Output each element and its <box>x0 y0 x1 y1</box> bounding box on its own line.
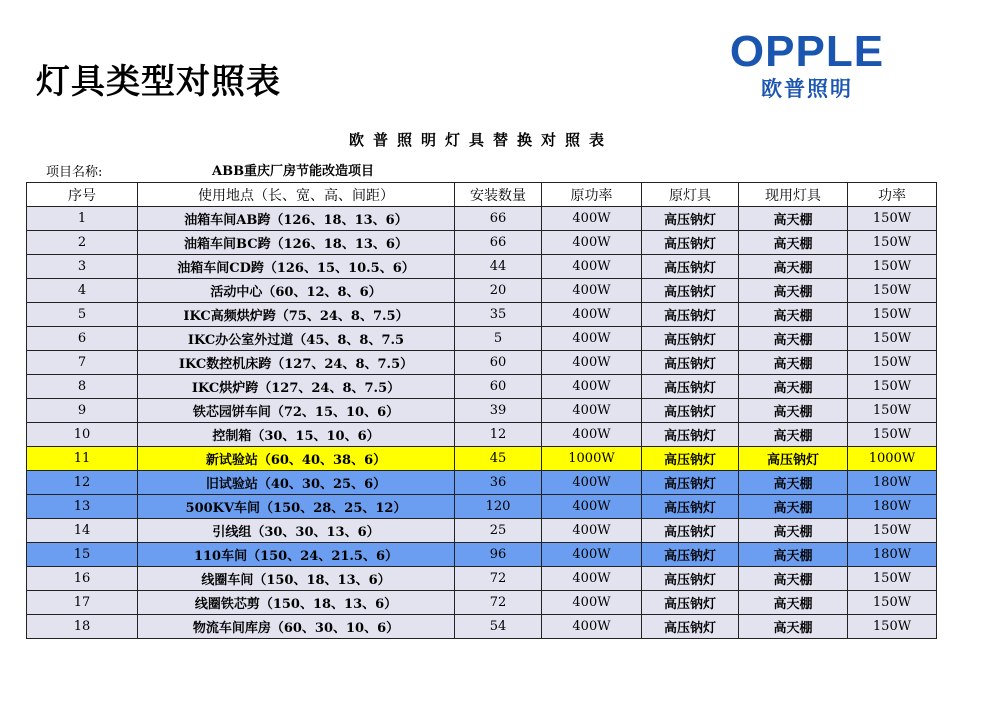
table-row <box>27 471 937 495</box>
cell-no: 16 <box>27 567 138 591</box>
cell-qty: 45 <box>455 447 542 471</box>
cell-power: 150W <box>848 567 937 591</box>
cell-orig-power: 1000W <box>542 447 642 471</box>
cell-new-lamp: 高天棚 <box>739 327 848 351</box>
cell-no: 8 <box>27 375 138 399</box>
cell-location: 油箱车间BC跨（126、18、13、6） <box>138 231 455 255</box>
cell-power: 150W <box>848 351 937 375</box>
cell-power: 180W <box>848 543 937 567</box>
cell-no: 17 <box>27 591 138 615</box>
cell-qty: 39 <box>455 399 542 423</box>
cell-orig-power: 400W <box>542 543 642 567</box>
cell-qty: 72 <box>455 591 542 615</box>
table-row <box>27 519 937 543</box>
cell-location: 活动中心（60、12、8、6） <box>138 279 455 303</box>
table-row <box>27 303 937 327</box>
cell-orig-power: 400W <box>542 615 642 639</box>
cell-power: 150W <box>848 591 937 615</box>
cell-orig-power: 400W <box>542 327 642 351</box>
cell-orig-lamp: 高压钠灯 <box>642 591 739 615</box>
cell-no: 15 <box>27 543 138 567</box>
cell-orig-power: 400W <box>542 303 642 327</box>
table-row <box>27 351 937 375</box>
cell-power: 150W <box>848 615 937 639</box>
cell-orig-lamp: 高压钠灯 <box>642 375 739 399</box>
table-row <box>27 207 937 231</box>
cell-no: 7 <box>27 351 138 375</box>
cell-new-lamp: 高天棚 <box>739 615 848 639</box>
cell-new-lamp: 高天棚 <box>739 375 848 399</box>
cell-new-lamp: 高天棚 <box>739 567 848 591</box>
cell-location: 线圈车间（150、18、13、6） <box>138 567 455 591</box>
cell-no: 18 <box>27 615 138 639</box>
cell-orig-lamp: 高压钠灯 <box>642 567 739 591</box>
cell-location: 控制箱（30、15、10、6） <box>138 423 455 447</box>
cell-orig-lamp: 高压钠灯 <box>642 279 739 303</box>
cell-orig-power: 400W <box>542 351 642 375</box>
cell-qty: 120 <box>455 495 542 519</box>
cell-orig-lamp: 高压钠灯 <box>642 471 739 495</box>
cell-orig-power: 400W <box>542 471 642 495</box>
cell-orig-power: 400W <box>542 519 642 543</box>
cell-new-lamp: 高天棚 <box>739 303 848 327</box>
table-row <box>27 375 937 399</box>
cell-new-lamp: 高天棚 <box>739 519 848 543</box>
cell-new-lamp: 高天棚 <box>739 231 848 255</box>
header-row <box>27 183 937 207</box>
cell-no: 2 <box>27 231 138 255</box>
cell-orig-lamp: 高压钠灯 <box>642 519 739 543</box>
cell-orig-lamp: 高压钠灯 <box>642 399 739 423</box>
cell-orig-power: 400W <box>542 231 642 255</box>
cell-orig-power: 400W <box>542 423 642 447</box>
cell-power: 150W <box>848 375 937 399</box>
col-header-no: 序号 <box>27 183 138 207</box>
cell-qty: 72 <box>455 567 542 591</box>
cell-location: IKC办公室外过道（45、8、8、7.5 <box>138 327 455 351</box>
cell-no: 11 <box>27 447 138 471</box>
cell-qty: 36 <box>455 471 542 495</box>
cell-power: 150W <box>848 423 937 447</box>
cell-location: 引线组（30、30、13、6） <box>138 519 455 543</box>
table-row <box>27 615 937 639</box>
table-row <box>27 567 937 591</box>
table-row <box>27 447 937 471</box>
cell-orig-lamp: 高压钠灯 <box>642 423 739 447</box>
cell-power: 150W <box>848 399 937 423</box>
cell-power: 1000W <box>848 447 937 471</box>
table-row <box>27 399 937 423</box>
table-row <box>27 591 937 615</box>
cell-location: 线圈铁芯剪（150、18、13、6） <box>138 591 455 615</box>
cell-qty: 44 <box>455 255 542 279</box>
col-header-qty: 安装数量 <box>455 183 542 207</box>
cell-location: 110车间（150、24、21.5、6） <box>138 543 455 567</box>
cell-orig-lamp: 高压钠灯 <box>642 351 739 375</box>
table-row <box>27 279 937 303</box>
cell-new-lamp: 高天棚 <box>739 207 848 231</box>
cell-location: 油箱车间AB跨（126、18、13、6） <box>138 207 455 231</box>
cell-no: 3 <box>27 255 138 279</box>
cell-power: 180W <box>848 471 937 495</box>
cell-no: 9 <box>27 399 138 423</box>
cell-orig-power: 400W <box>542 279 642 303</box>
cell-qty: 60 <box>455 351 542 375</box>
cell-qty: 96 <box>455 543 542 567</box>
cell-power: 150W <box>848 327 937 351</box>
cell-power: 150W <box>848 303 937 327</box>
cell-qty: 5 <box>455 327 542 351</box>
cell-location: IKC高频烘炉跨（75、24、8、7.5） <box>138 303 455 327</box>
cell-power: 150W <box>848 207 937 231</box>
cell-no: 6 <box>27 327 138 351</box>
cell-orig-power: 400W <box>542 399 642 423</box>
cell-qty: 54 <box>455 615 542 639</box>
cell-qty: 66 <box>455 207 542 231</box>
cell-no: 4 <box>27 279 138 303</box>
cell-new-lamp: 高天棚 <box>739 591 848 615</box>
cell-power: 150W <box>848 519 937 543</box>
cell-no: 1 <box>27 207 138 231</box>
col-header-orig-power: 原功率 <box>542 183 642 207</box>
table-row <box>27 255 937 279</box>
cell-new-lamp: 高压钠灯 <box>739 447 848 471</box>
cell-qty: 66 <box>455 231 542 255</box>
col-header-location: 使用地点（长、宽、高、间距） <box>138 183 455 207</box>
logo-subtitle: 欧普照明 <box>761 77 853 101</box>
cell-no: 14 <box>27 519 138 543</box>
opple-logo <box>722 27 892 110</box>
cell-no: 12 <box>27 471 138 495</box>
cell-orig-lamp: 高压钠灯 <box>642 615 739 639</box>
lamp-comparison-table <box>26 182 937 639</box>
col-header-orig-lamp: 原灯具 <box>642 183 739 207</box>
cell-new-lamp: 高天棚 <box>739 543 848 567</box>
cell-orig-lamp: 高压钠灯 <box>642 495 739 519</box>
cell-power: 180W <box>848 495 937 519</box>
col-header-power: 功率 <box>848 183 937 207</box>
cell-orig-lamp: 高压钠灯 <box>642 327 739 351</box>
page-title: 灯具类型对照表 <box>36 62 281 102</box>
project-label: 项目名称: <box>46 165 103 180</box>
cell-new-lamp: 高天棚 <box>739 471 848 495</box>
cell-qty: 20 <box>455 279 542 303</box>
cell-no: 10 <box>27 423 138 447</box>
cell-location: 物流车间库房（60、30、10、6） <box>138 615 455 639</box>
cell-orig-lamp: 高压钠灯 <box>642 207 739 231</box>
cell-new-lamp: 高天棚 <box>739 423 848 447</box>
cell-orig-lamp: 高压钠灯 <box>642 543 739 567</box>
cell-new-lamp: 高天棚 <box>739 351 848 375</box>
cell-power: 150W <box>848 231 937 255</box>
cell-new-lamp: 高天棚 <box>739 495 848 519</box>
cell-new-lamp: 高天棚 <box>739 279 848 303</box>
project-name: ABB重庆厂房节能改造项目 <box>212 164 375 179</box>
cell-power: 150W <box>848 255 937 279</box>
cell-orig-power: 400W <box>542 567 642 591</box>
cell-location: 新试验站（60、40、38、6） <box>138 447 455 471</box>
table-row <box>27 231 937 255</box>
cell-orig-power: 400W <box>542 495 642 519</box>
cell-power: 150W <box>848 279 937 303</box>
cell-orig-lamp: 高压钠灯 <box>642 303 739 327</box>
col-header-new-lamp: 现用灯具 <box>739 183 848 207</box>
cell-location: IKC数控机床跨（127、24、8、7.5） <box>138 351 455 375</box>
cell-orig-lamp: 高压钠灯 <box>642 447 739 471</box>
cell-orig-power: 400W <box>542 255 642 279</box>
cell-location: 铁芯园饼车间（72、15、10、6） <box>138 399 455 423</box>
cell-no: 13 <box>27 495 138 519</box>
cell-orig-power: 400W <box>542 207 642 231</box>
table-row <box>27 327 937 351</box>
cell-location: 500KV车间（150、28、25、12） <box>138 495 455 519</box>
cell-qty: 12 <box>455 423 542 447</box>
table-row <box>27 543 937 567</box>
cell-location: 旧试验站（40、30、25、6） <box>138 471 455 495</box>
table-row <box>27 423 937 447</box>
cell-location: 油箱车间CD跨（126、15、10.5、6） <box>138 255 455 279</box>
cell-new-lamp: 高天棚 <box>739 399 848 423</box>
cell-orig-lamp: 高压钠灯 <box>642 255 739 279</box>
cell-orig-lamp: 高压钠灯 <box>642 231 739 255</box>
cell-orig-power: 400W <box>542 375 642 399</box>
cell-qty: 35 <box>455 303 542 327</box>
cell-orig-power: 400W <box>542 591 642 615</box>
logo-wordmark: OPPLE <box>729 27 885 76</box>
cell-qty: 60 <box>455 375 542 399</box>
table-row <box>27 495 937 519</box>
cell-no: 5 <box>27 303 138 327</box>
cell-new-lamp: 高天棚 <box>739 255 848 279</box>
table-caption: 欧普照明灯具替换对照表 <box>348 131 613 149</box>
cell-qty: 25 <box>455 519 542 543</box>
cell-location: IKC烘炉跨（127、24、8、7.5） <box>138 375 455 399</box>
